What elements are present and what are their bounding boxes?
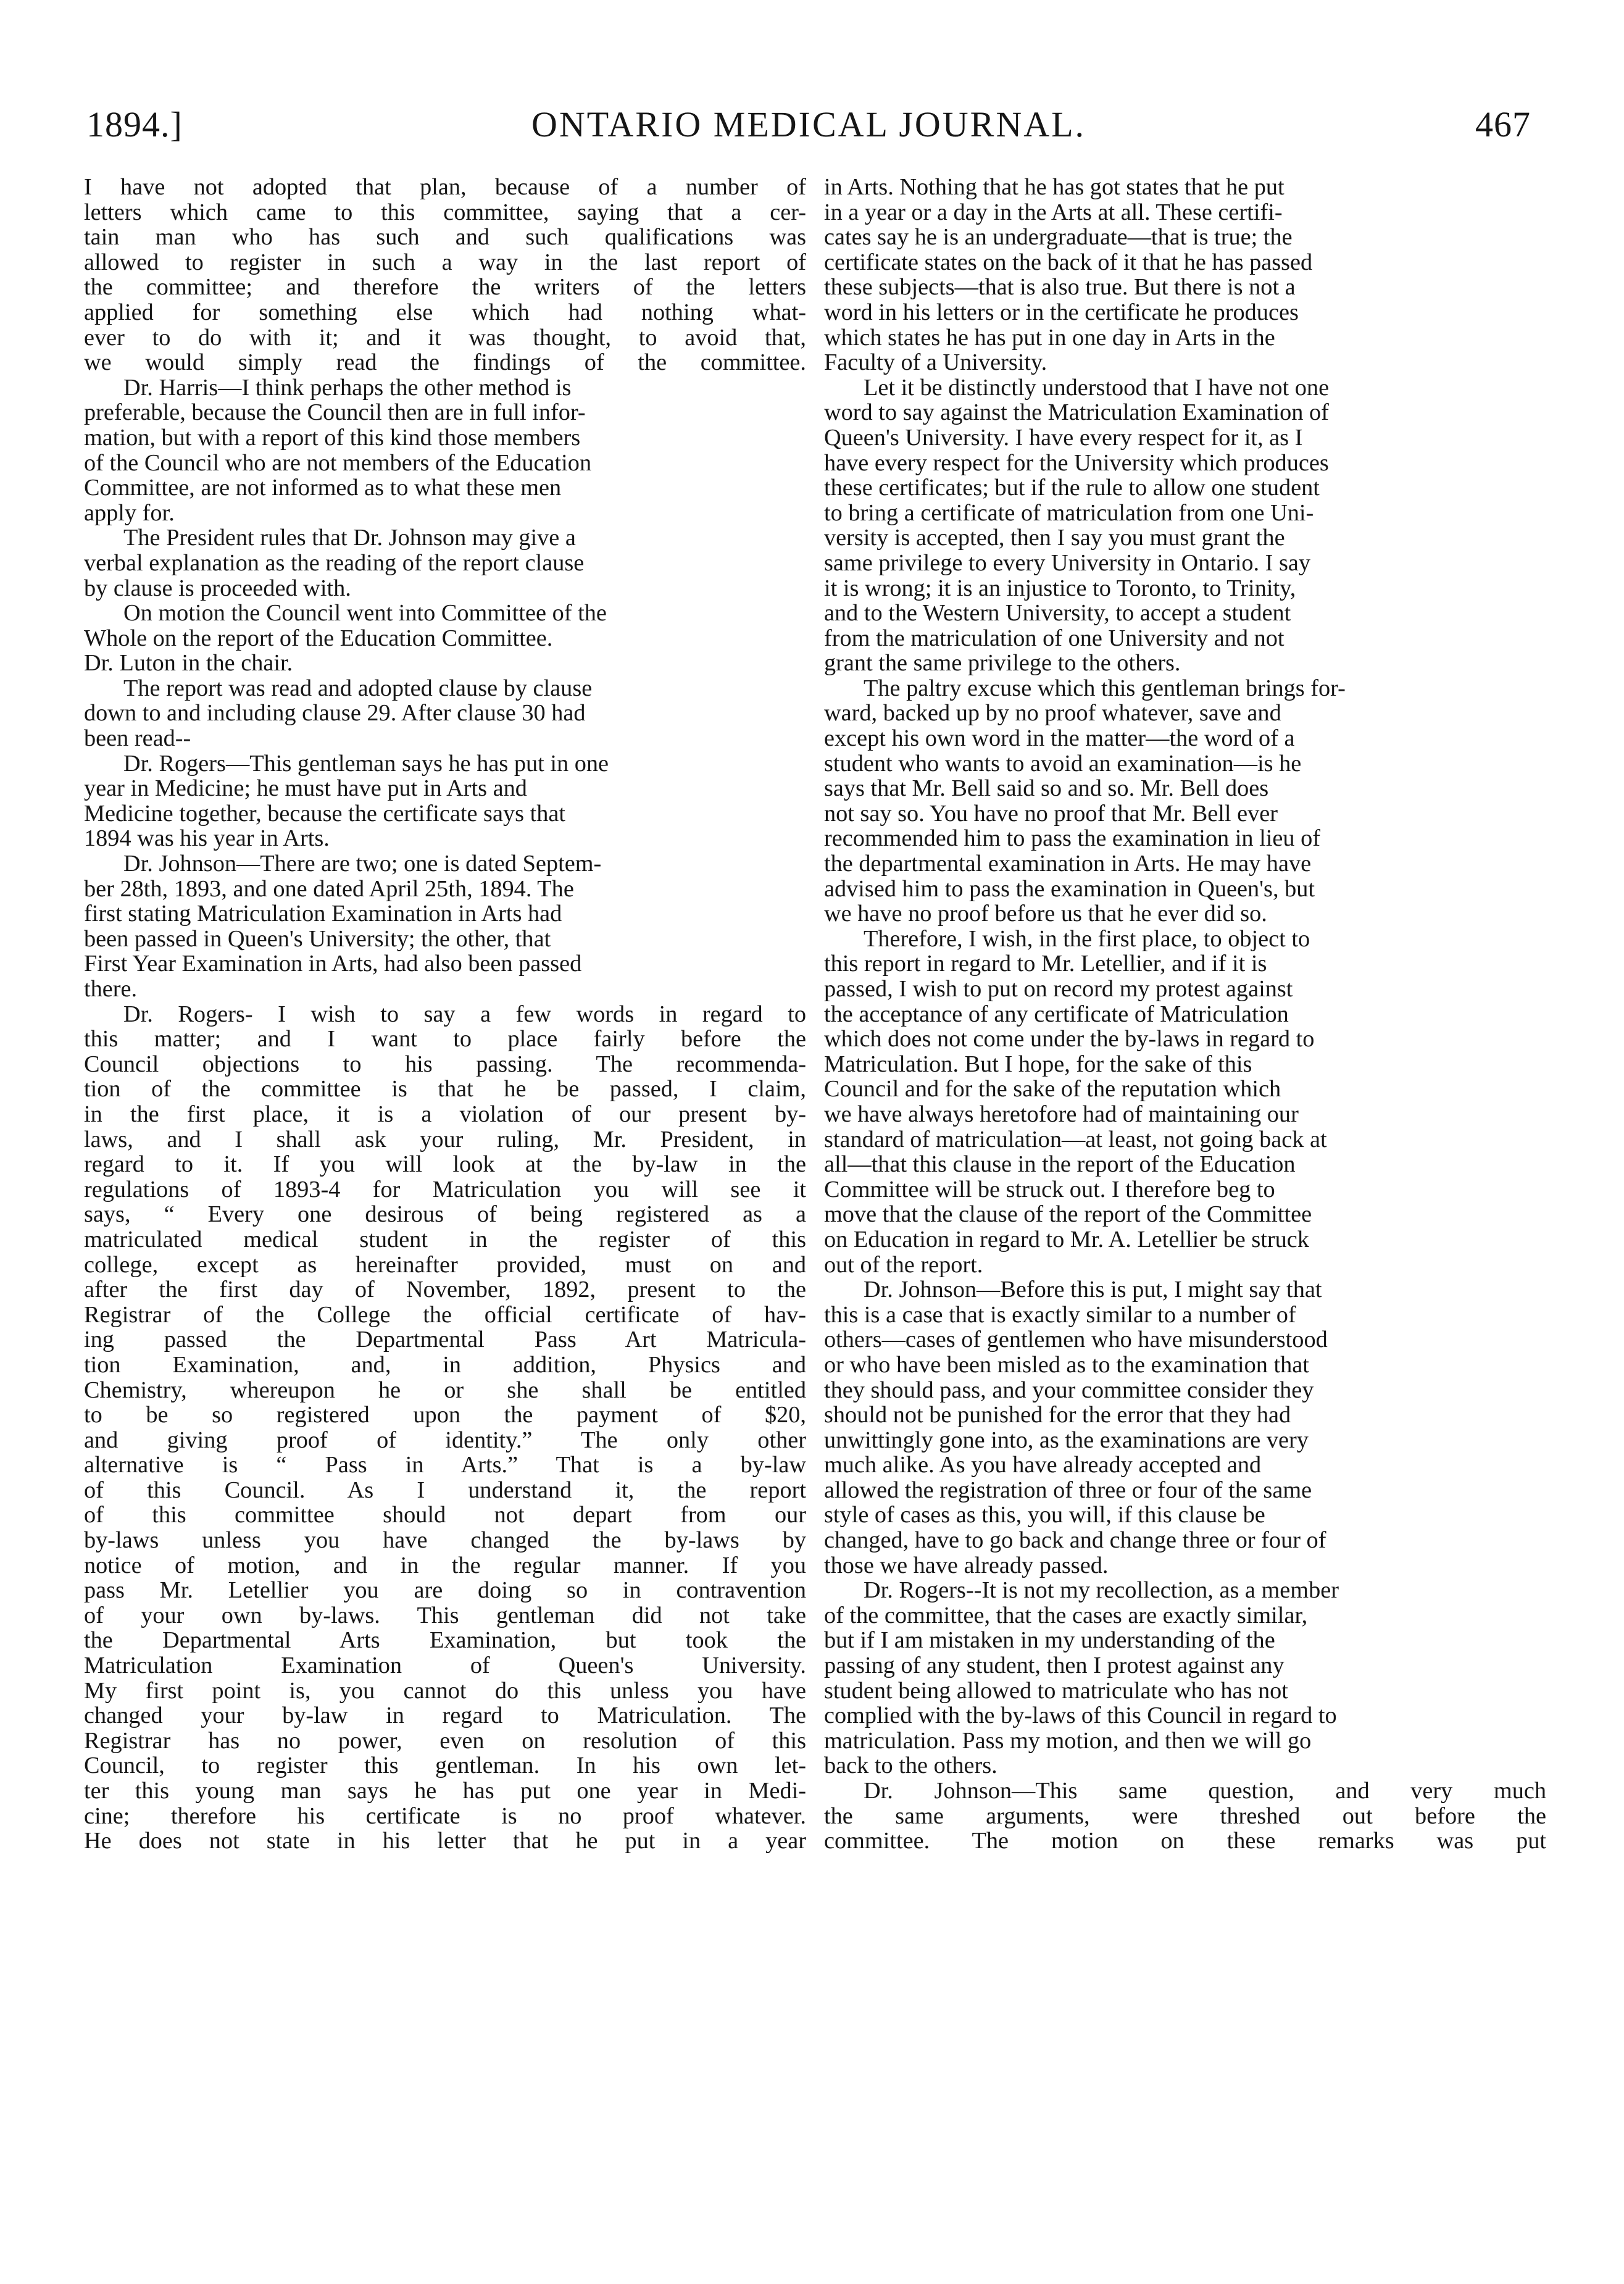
paragraph: Dr. Johnson—Before this is put, I might say that this is a case that is exactly similar to a number of others—cases of gentlemen who have misunderstood or who have been misled as to the examination that they should pass, and your committee consider they should not be punished for the error that they had unwittingly gone into, as the examinations are very much alike. As you have already accepted and allowed the registration of three or four of the same style of cases as this, you will, if this clause be changed, have to go back and change three or four of those we have already passed. (824, 1277, 1328, 1578)
paragraph: Dr. Johnson—There are two; one is dated Septem- ber 28th, 1893, and one dated April 25th, 1894. The first stating Matriculation Examination in Arts had been passed in Queen's University; the other, that First Year Examination in Arts, had also been passed there. (84, 851, 602, 1002)
paragraph: Let it be distinctly understood that I have not one word to say against the Matriculation Examination of Queen's University. I have every respect for it, as I have every respect for the University which produces these certificates; but if the rule to allow one student to bring a certificate of matriculation from one Uni- versity is accepted, then I say you must grant the same privilege to every University in Ontario. I say it is wrong; it is an injustice to Toronto, to Trinity, and to the Western University, to accept a student from the matriculation of one University and not grant the same privilege to the others. (824, 374, 1330, 677)
header-year: 1894.] (86, 104, 183, 144)
paragraph: On motion the Council went into Committee of the Whole on the report of the Education Committee. Dr. Luton in the chair. (84, 600, 607, 677)
paragraph: Therefore, I wish, in the first place, to object to this report in regard to Mr. Letellier, and if it is passed, I wish to put on record my protest against the acceptance of any certificate of Matriculation which does not come under the by-laws in regard to Matriculation. But I hope, for the sake of this Council and for the sake of the reputation which we have always heretofore had of maintaining our standard of matriculation—at least, not going back at all—that this clause in the report of the Education Committee will be struck out. I therefore beg to move that the clause of the report of the Committee on Education in regard to Mr. A. Letellier be struck out of the report. (824, 925, 1327, 1278)
right-column (824, 175, 1546, 2261)
paragraph: Dr. Rogers—This gentleman says he has put in one year in Medicine; he must have put in Arts and Medicine together, because the certificate says that 1894 was his year in Arts. (84, 750, 609, 852)
page-header (86, 104, 1531, 159)
paragraph: Dr. Rogers- I wish to say a few words in regard to this matter; and I want to place fairly before the Council objections to his passing. The recommenda- tion of the committee is that he be passed, I claim, in the first place, it is a violation of our present by- laws, and I shall ask your ruling, Mr. President, in regard to it. If you will look at the by-law in the regulations of 1893-4 for Matriculation you will see it says, “ Every one desirous of being registered as a matriculated medical student in the register of this college, except as hereinafter provided, must on and after the first day of November, 1892, present to the Registrar of the College the official certificate of hav- ing passed the Departmental Pass Art Matricula- tion Examination, and, in addition, Physics and Chemistry, whereupon he or she shall be entitled to be so registered upon the payment of $20, and giving proof of identity.” The only other alternative is “ Pass in Arts.” That is a by-law of this Council. As I understand it, the report of this committee should not depart from our by-laws unless you have changed the by-laws by notice of motion, and in the regular manner. If you pass Mr. Letellier you are doing so in contravention of your own by-laws. This gentleman did not take the Departmental Arts Examination, but took the Matriculation Examination of Queen's University. My first point is, you cannot do this unless you have changed your by-law in regard to Matriculation. The Registrar has no power, even on resolution of this Council, to register this gentleman. In his own let- ter this young man says he has put one year in Medi- cine; therefore his certificate is no proof whatever. He does not state in his letter that he put in a year (84, 1001, 806, 1854)
paragraph: Dr. Harris—I think perhaps the other method is preferable, because the Council then are in full infor- mation, but with a report of this kind those members of the Council who are not members of the Education Committee, are not informed as to what these men apply for. (84, 374, 592, 526)
paragraph: The paltry excuse which this gentleman brings for- ward, backed up by no proof whatever, save and except his own word in the matter—the word of a student who wants to avoid an examination—is he says that Mr. Bell said so and so. Mr. Bell does not say so. You have no proof that Mr. Bell ever recommended him to pass the examination in lieu of the departmental examination in Arts. He may have advised him to pass the examination in Queen's, but we have no proof before us that he ever did so. (824, 675, 1346, 927)
paragraph: Dr. Rogers--It is not my recollection, as a member of the committee, that the cases are exactly similar, but if I am mistaken in my understanding of the passing of any student, then I protest against any student being allowed to matriculate who has not complied with the by-laws of this Council in regard to matriculation. Pass my motion, and then we will go back to the others. (824, 1577, 1339, 1779)
page-number: 467 (1475, 104, 1531, 144)
journal-title: ONTARIO MEDICAL JOURNAL. (531, 104, 1086, 144)
left-column (84, 175, 806, 2261)
paragraph: in Arts. Nothing that he has got states that he put in a year or a day in the Arts at all. These certifi- cates say he is an undergraduate—that is true; the certificate states on the back of it that he has passed these subjects—that is also true. But there is not a word in his letters or in the certificate he produces which states he has put in one day in Arts in the Faculty of a University. (824, 175, 1313, 376)
paragraph: The report was read and adopted clause by clause down to and including clause 29. After clause 30 had been read-- (84, 675, 593, 752)
paragraph: Dr. Johnson—This same question, and very much the same arguments, were threshed out before the committee. The motion on these remarks was put (824, 1778, 1546, 1854)
paragraph: The President rules that Dr. Johnson may give a verbal explanation as the reading of the report clause by clause is proceeded with. (84, 525, 585, 601)
paragraph: I have not adopted that plan, because of a number of letters which came to this committee, saying that a cer- tain man who has such and such qualifications was allowed to register in such a way in the last report of the committee; and therefore the writers of the letters applied for something else which had nothing what- ever to do with it; and it was thought, to avoid that, we would simply read the findings of the committee. (84, 175, 806, 376)
